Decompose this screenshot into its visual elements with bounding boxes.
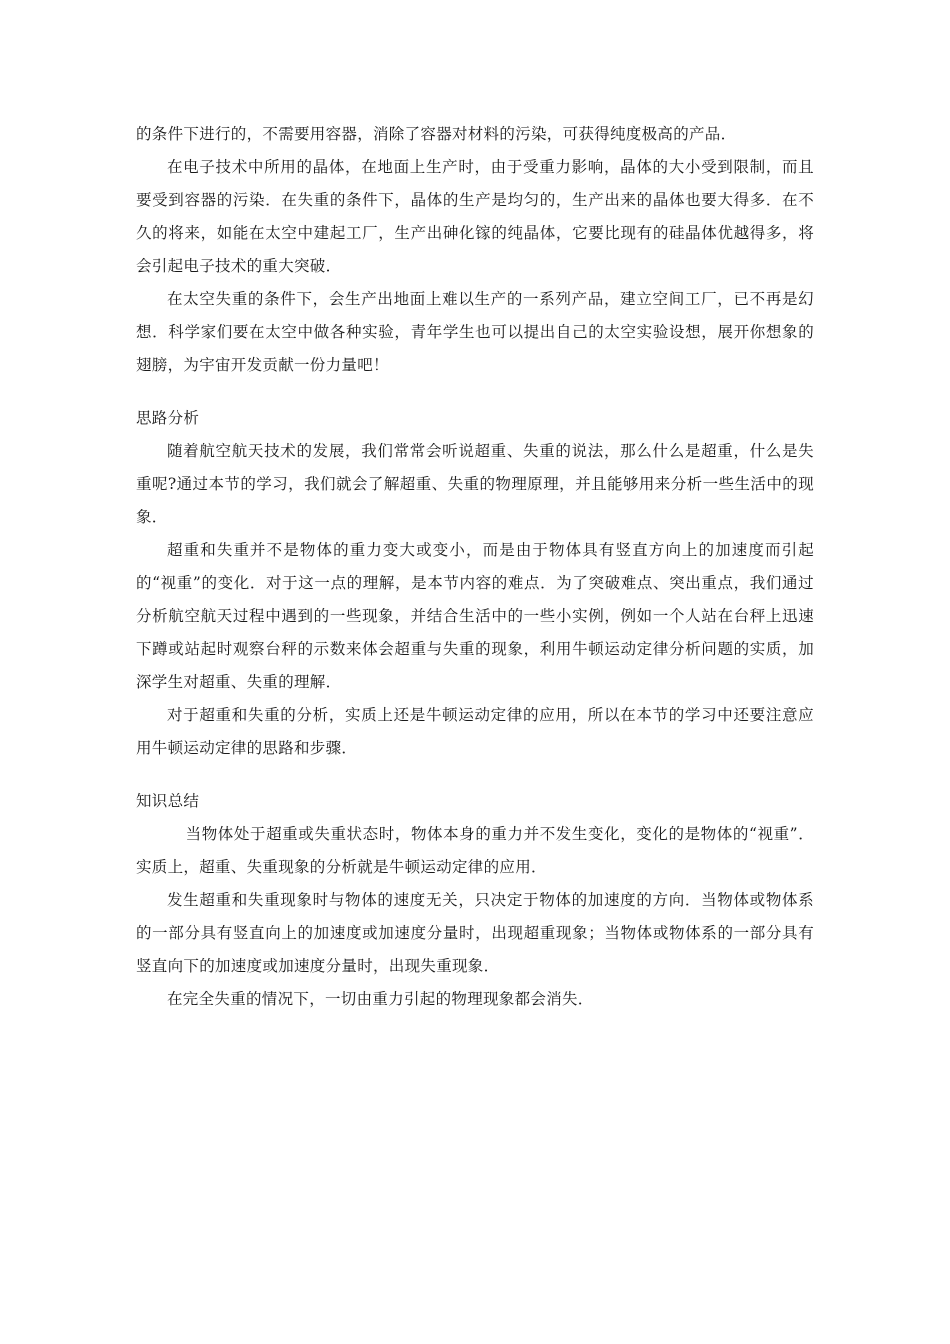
paragraph: 的条件下进行的，不需要用容器，消除了容器对材料的污染，可获得纯度极高的产品． xyxy=(136,125,737,143)
paragraph: 随着航空航天技术的发展，我们常常会听说超重、失重的说法，那么什么是超重，什么是失重呢?通过本节的学习，我们就会了解超重、失重的物理原理，并且能够用来分析一些生活中的现象． xyxy=(136,442,814,526)
section-heading-analysis: 思路分析 xyxy=(136,409,200,427)
paragraph: 发生超重和失重现象时与物体的速度无关，只决定于物体的加速度的方向．当物体或物体系的一部分具有竖直向上的加速度或加速度分量时，出现超重现象；当物体或物体系的一部分具有竖直向下的加速度或加速度分量时，出现失重现象． xyxy=(136,891,814,975)
section-gap xyxy=(136,765,814,785)
paragraph: 超重和失重并不是物体的重力变大或变小，而是由于物体具有竖直方向上的加速度而引起的“视重”的变化．对于这一点的理解，是本节内容的难点．为了突破难点、突出重点，我们通过分析航空航天过程中遇到的一些现象，并结合生活中的一些小实例，例如一个人站在台秤上迅速下蹲或站起时观察台秤的示数来体会超重与失重的现象，利用牛顿运动定律分析问题的实质，加深学生对超重、失重的理解． xyxy=(136,541,814,691)
section-heading-summary: 知识总结 xyxy=(136,792,200,810)
paragraph: 在太空失重的条件下，会生产出地面上难以生产的一系列产品，建立空间工厂，已不再是幻想．科学家们要在太空中做各种实验，青年学生也可以提出自己的太空实验设想，展开你想象的翅膀，为宇宙开发贡献一份力量吧！ xyxy=(136,290,814,374)
paragraph: 对于超重和失重的分析，实质上还是牛顿运动定律的应用，所以在本节的学习中还要注意应用牛顿运动定律的思路和步骤． xyxy=(136,706,814,757)
paragraph: 当物体处于超重或失重状态时，物体本身的重力并不发生变化，变化的是物体的“视重”．实质上，超重、失重现象的分析就是牛顿运动定律的应用． xyxy=(136,825,814,876)
section-gap xyxy=(136,382,814,402)
document-page xyxy=(136,118,814,1016)
paragraph: 在完全失重的情况下，一切由重力引起的物理现象都会消失． xyxy=(167,990,594,1008)
paragraph: 在电子技术中所用的晶体，在地面上生产时，由于受重力影响，晶体的大小受到限制，而且要受到容器的污染．在失重的条件下，晶体的生产是均匀的，生产出来的晶体也要大得多．在不久的将来，如能在太空中建起工厂，生产出砷化镓的纯晶体，它要比现有的硅晶体优越得多，将会引起电子技术的重大突破． xyxy=(136,158,814,275)
